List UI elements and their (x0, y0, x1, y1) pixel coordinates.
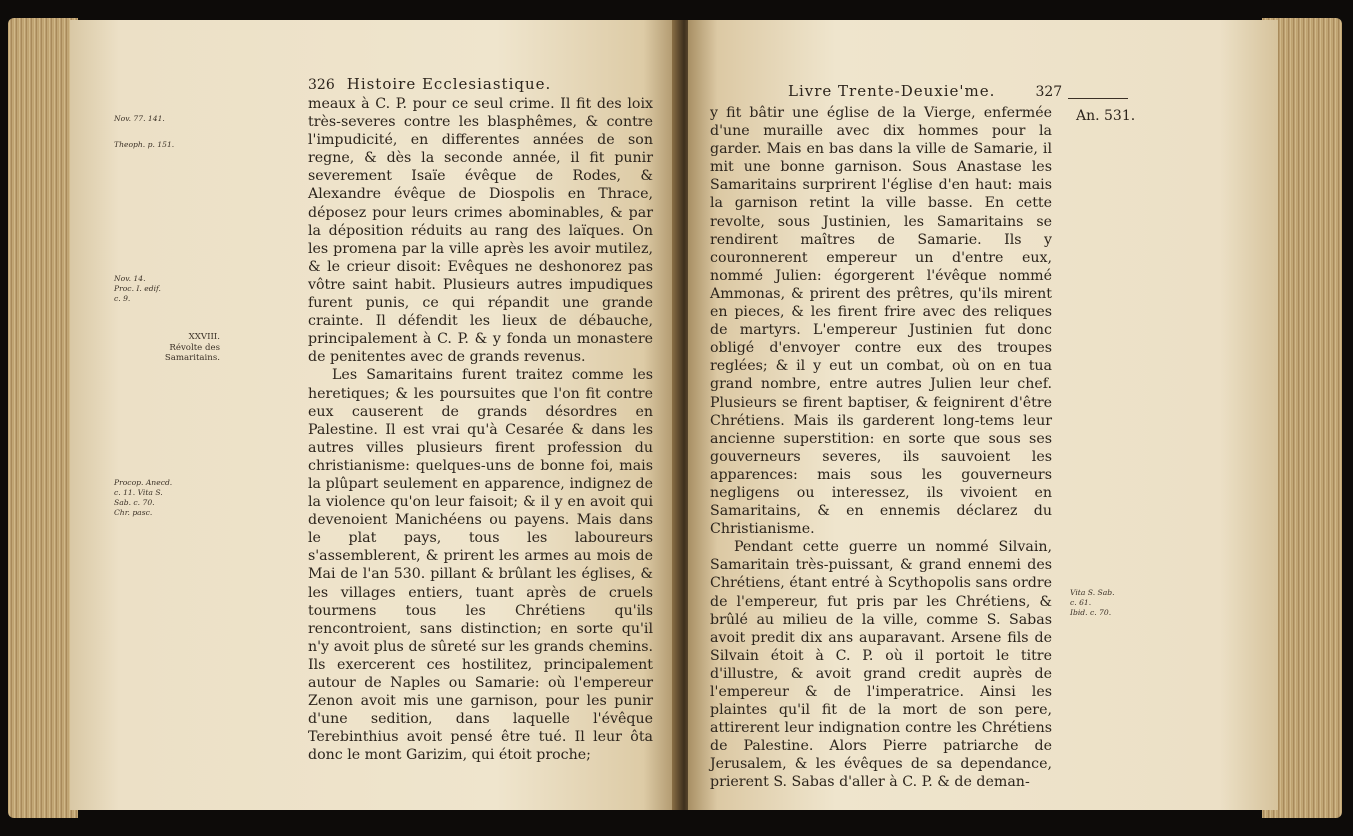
right-page (688, 20, 1278, 810)
margin-note-left-1: Nov. 77. 141. (114, 114, 165, 123)
right-page-number: 327 (1035, 84, 1063, 100)
margin-note-left-3: Nov. 14. Proc. I. edif. c. 9. (114, 274, 161, 303)
margin-note-right-1: Vita S. Sab. c. 61. Ibid. c. 70. (1070, 588, 1115, 617)
margin-note-left-2: Theoph. p. 151. (114, 140, 175, 149)
year-rule (1068, 98, 1128, 99)
left-paragraph-2: Les Samaritains furent traitez comme les heretiques; & les poursuites que l'on fit contre eux causerent de grands désordres en Palestine. Il est vrai qu'à Cesarée & dans les autres villes plusieurs firent profession du christianisme: quelques-uns de bonne foi, mais la plûpart seulement en apparence, indignez de la violence qu'on leur faisoit; & il y en avoit qui devenoient Manichéens ou payens. Mais dans le plat pays, tous les laboureurs s'assemblerent, & prirent les armes au mois de Mai de l'an 530. pillant & brûlant les églises, & les villages entiers, tuant après de cruels tourmens tous les Chrétiens qu'ils rencontroient, sans distinction; en sorte qu'il n'y avoit plus de sûreté sur les grands chemins. Ils exercerent ces hostilitez, principalement autour de Naples ou Samarie: où l'empereur Zenon avoit mis une garnison, pour les punir d'une sedition, dans laquelle l'évêque Terebinthius avoit pensé être tué. Il leur ôta donc le mont Garizim, qui étoit proche; (308, 367, 653, 764)
right-paragraph-2: Pendant cette guerre un nommé Silvain, Samaritain très-puissant, & grand ennemi des Chrétiens, étant entré à Scythopolis sans ordre de l'empereur, fut pris par les Chrétiens, & brûlé au milieu de la ville, comme S. Sabas avoit predit dix ans auparavant. Arsene fils de Silvain étoit à C. P. où il portoit le titre d'illustre, & avoit grand credit auprès de l'empereur & de l'imperatrice. Ainsi les plaintes qu'il fit de la mort de son pere, attirerent leur indignation contre les Chrétiens de Palestine. Alors Pierre patriarche de Jerusalem, & les évêques de sa dependance, prierent S. Sabas d'aller à C. P. & de deman- (710, 539, 1052, 791)
right-running-title: Livre Trente-Deuxie'me. (788, 82, 996, 100)
left-paragraph-1: meaux à C. P. pour ce seul crime. Il fit des loix très-severes contre les blasphêmes, & contre l'impudicité, en differentes années de son regne, & dès la seconde année, il fit punir severement Isaïe évêque de Rodes, & Alexandre évêque de Diospolis en Thrace, déposez pour leurs crimes abominables, & par la déposition réduits au rang des laïques. On les promena par la ville après les avoir mutilez, & le crieur disoit: Evêques ne deshonorez pas vôtre saint habit. Plusieurs autres impudiques furent punis, ce qui répandit une grande crainte. Il défendit les lieux de débauche, principalement à C. P. & y fonda un monastere de penitentes avec de grands revenus. (308, 96, 653, 366)
right-paragraph-1: y fit bâtir une église de la Vierge, enfermée d'une muraille avec dix hommes pour la garder. Mais en bas dans la ville de Samarie, il mit une bonne garnison. Sous Anastase les Samaritains surprirent l'église d'en haut: mais la garnison retint la ville basse. En cette revolte, sous Justinien, les Samaritains se rendirent maîtres de Samarie. Ils y couronnerent empereur un d'entre eux, nommé Julien: égorgerent l'évêque nommé Ammonas, & prirent des prêtres, qu'ils mirent en pieces, & les firent frire avec des reliques de martyrs. L'empereur Justinien fut donc obligé d'envoyer contre eux des troupes reglées; & il y eut un combat, où on en tua grand nombre, entre autres Julien leur chef. Plusieurs se firent baptiser, & feignirent d'être Chrétiens. Mais ils garderent long-tems leur ancienne superstition: en sorte que sous ses gouverneurs severes, ils sauvoient les apparences: mais sous les gouverneurs negligens ou interessez, ils vivoient en Samaritains, & en ennemis déclarez du Christianisme. (710, 105, 1052, 538)
left-body-text (308, 95, 653, 764)
section-heading-xxviii: XXVIII. Révolte des Samaritains. (164, 332, 220, 363)
right-running-head (788, 82, 1074, 100)
left-running-head (308, 75, 551, 93)
margin-note-left-4: Procop. Anecd. c. 11. Vita S. Sab. c. 70. Chr. pasc. (114, 478, 173, 517)
right-body-text (710, 104, 1052, 792)
left-running-title: Histoire Ecclesiastique. (346, 75, 552, 93)
left-page-edges (8, 18, 78, 818)
year-label: An. 531. (1076, 108, 1136, 124)
left-page (70, 20, 680, 810)
left-page-number: 326 (308, 77, 335, 93)
